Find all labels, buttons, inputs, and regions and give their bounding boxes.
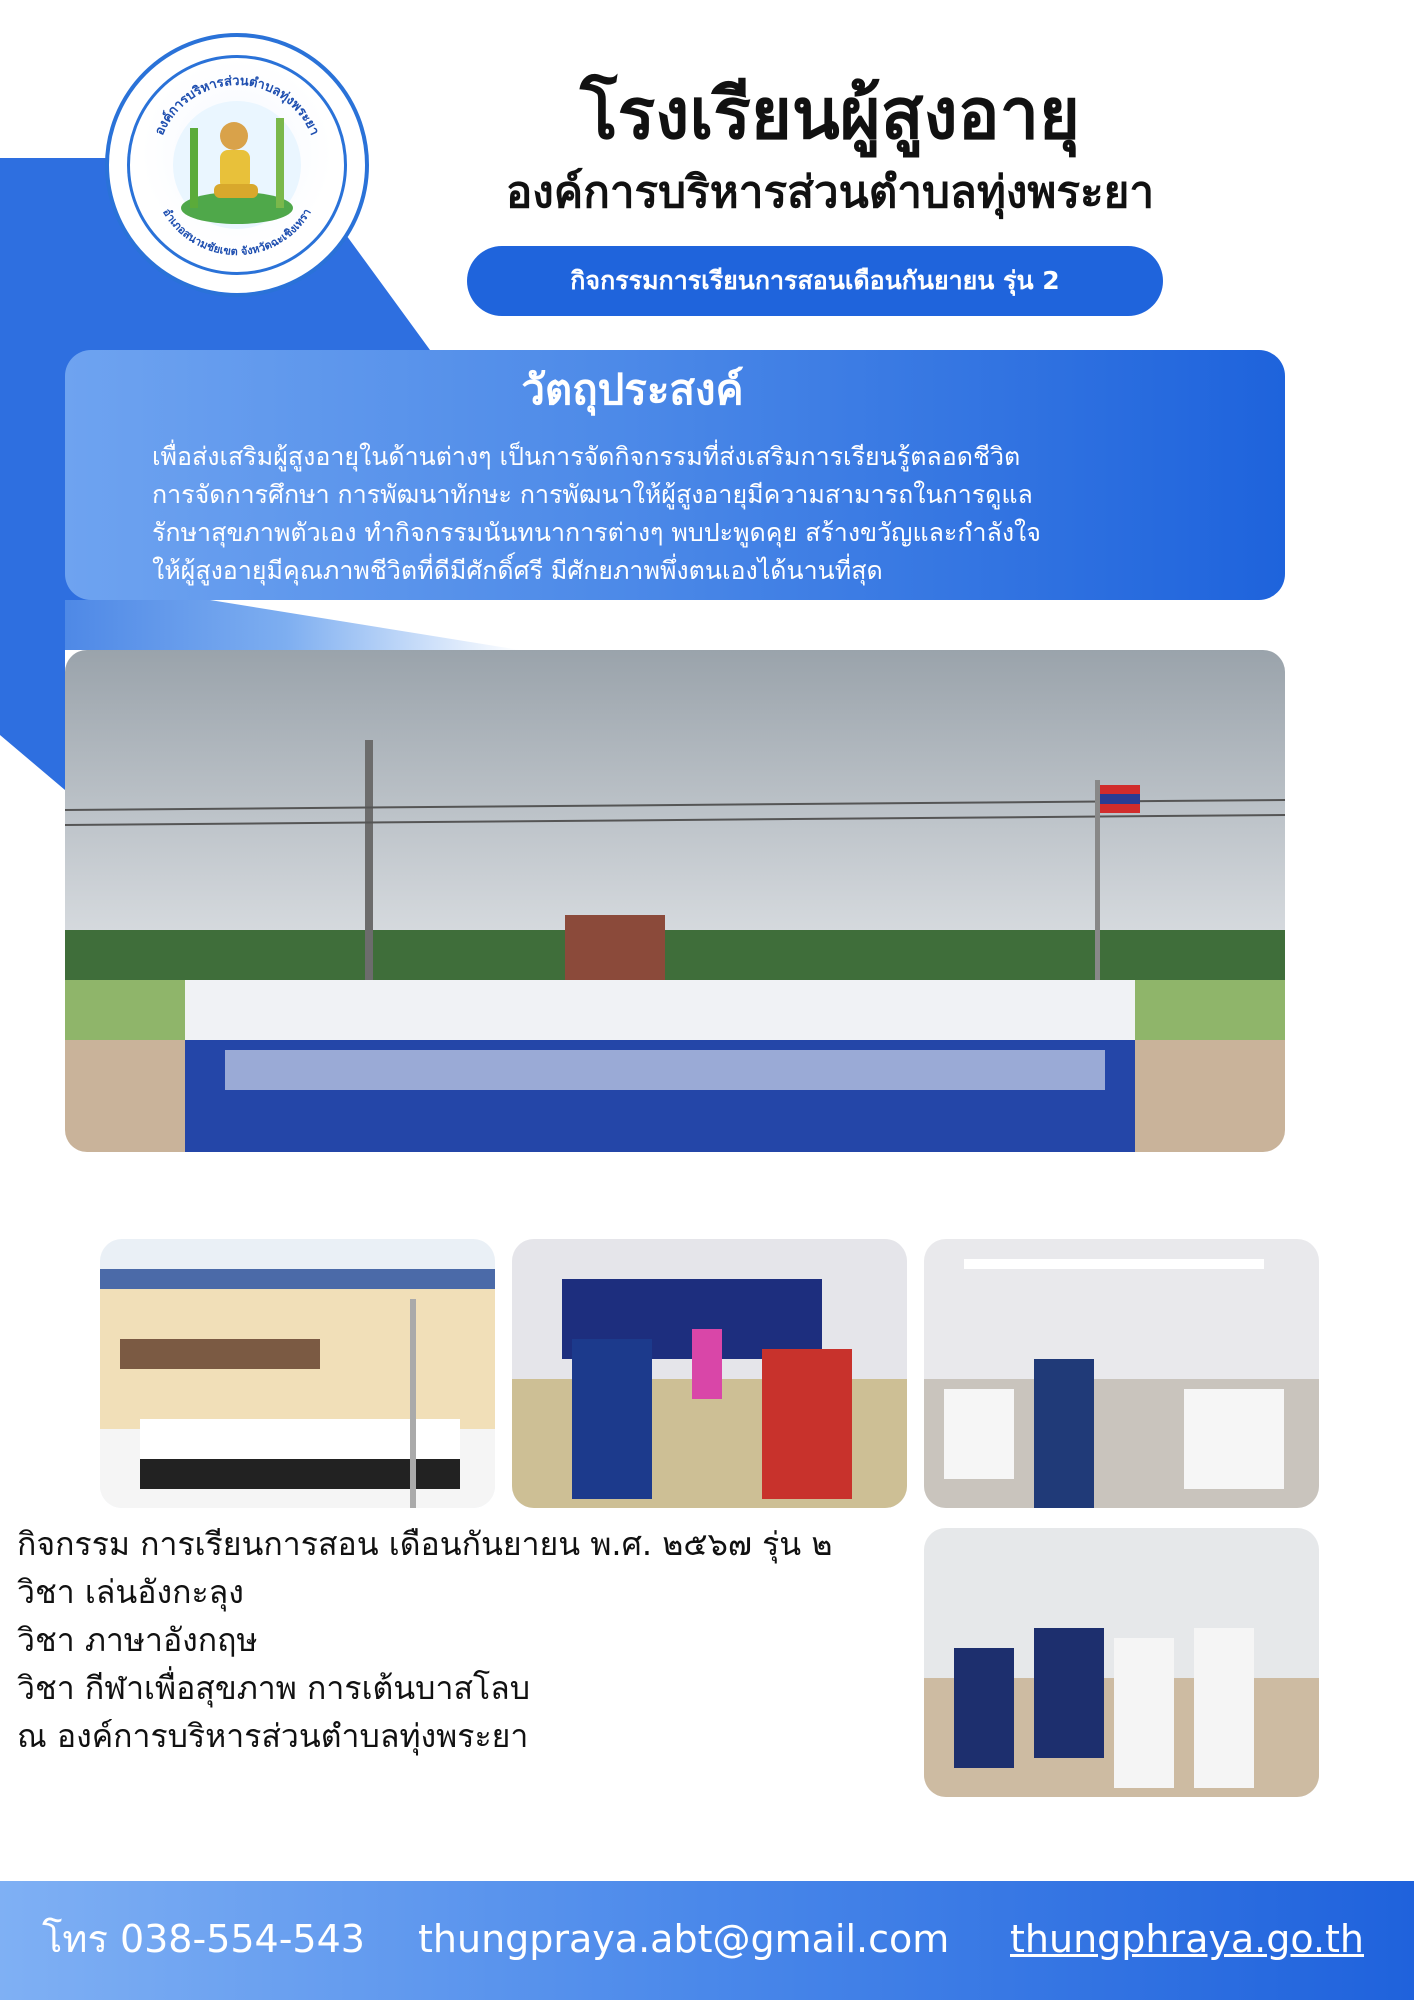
activity-item: ณ องค์การบริหารส่วนตำบลทุ่งพระยา [17,1717,529,1755]
activity-item: วิชา กีฬาเพื่อสุขภาพ การเต้นบาสโลบ [17,1669,531,1707]
logo-emblem-art [130,58,344,272]
objective-text [152,438,1232,590]
page-title: โรงเรียนผู้สูงอายุ [579,73,1081,155]
activity-item: กิจกรรม การเรียนการสอน เดือนกันยายน พ.ศ. ๒๕๖๗ รุ่น ๒ [17,1525,833,1563]
activity-item: วิชา เล่นอังกะลุง [17,1573,244,1611]
objective-line: ให้ผู้สูงอายุมีคุณภาพชีวิตที่ดีมีศักดิ์ศรี มีศักยภาพพึ่งตนเองได้นานที่สุด [152,556,883,585]
website-link[interactable]: thungphraya.go.th [1010,1917,1365,1961]
footer-bar [0,1881,1414,2000]
activity-item: วิชา ภาษาอังกฤษ [17,1621,258,1659]
logo-emblem [127,55,347,275]
group-photo [65,650,1285,1152]
email-link[interactable]: thungpraya.abt@gmail.com [418,1917,950,1961]
objective-line: การจัดการศึกษา การพัฒนาทักษะ การพัฒนาให้ผู้สูงอายุมีความสามารถในการดูแล [152,480,1033,509]
logo-ring-bottom-text: อำเภอสนามชัยเขต จังหวัดฉะเชิงเทรา [160,206,314,259]
workshop-photo [924,1528,1319,1797]
activity-list [17,1520,897,1760]
objective-line: รักษาสุขภาพตัวเอง ทำกิจกรรมนันทนาการต่างๆ พบปะพูดคุย สร้างขวัญและกำลังใจ [152,518,1041,547]
english-class-photo [924,1239,1319,1508]
office-photo [100,1239,495,1508]
activity-badge: กิจกรรมการเรียนการสอนเดือนกันยายน รุ่น 2 [467,246,1163,316]
objective-panel [65,350,1285,600]
objective-title: วัตถุประสงค์ [521,365,744,414]
angklung-class-photo [512,1239,907,1508]
logo-ring-top-text: องค์การบริหารส่วนตำบลทุ่งพระยา [152,73,322,138]
logo-seal [105,33,369,297]
page-subtitle: องค์การบริหารส่วนตำบลทุ่งพระยา [505,167,1155,218]
objective-line: เพื่อส่งเสริมผู้สูงอายุในด้านต่างๆ เป็นการจัดกิจกรรมที่ส่งเสริมการเรียนรู้ตลอดชีวิต [152,442,1021,471]
phone-number[interactable]: โทร 038-554-543 [42,1917,365,1961]
